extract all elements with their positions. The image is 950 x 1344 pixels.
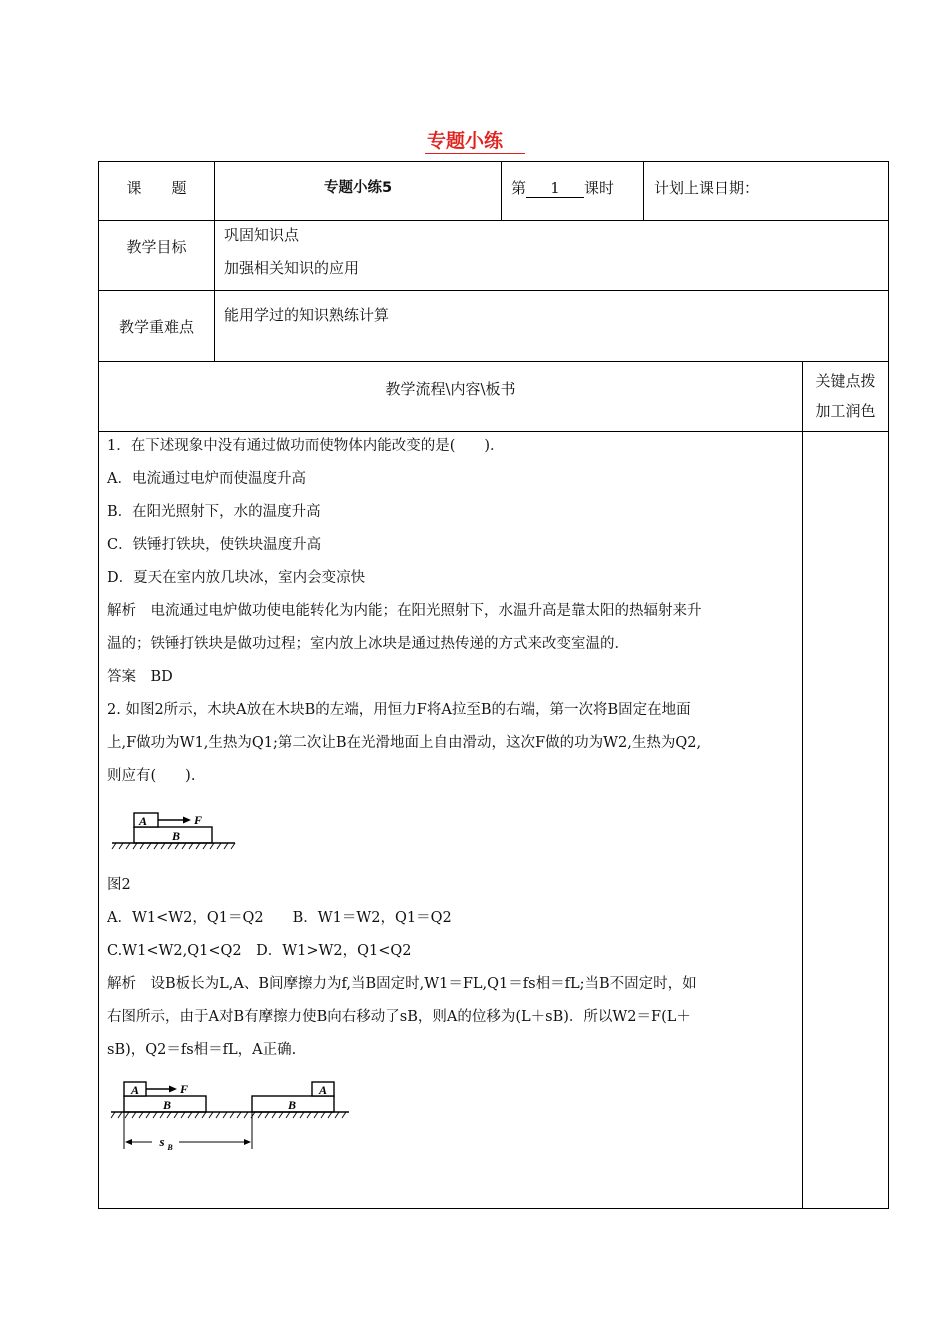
q1-analysis-line-1: 解析 电流通过电炉做功使电能转化为内能；在阳光照射下，水温升高是靠太阳的热辐射来升 <box>107 603 702 619</box>
q2-analysis-line-2: 右图所示，由于A对B有摩擦力使B向右移动了sB，则A的位移为(L＋sB)．所以W2＝F(L＋ <box>107 1009 691 1025</box>
goals-label: 教学目标 <box>126 238 187 256</box>
topic-value: 专题小练5 <box>323 180 393 196</box>
fig1-label-a: A <box>138 814 148 828</box>
figure-2-diagram <box>107 793 797 867</box>
analysis-diagram <box>107 1067 797 1159</box>
q2-stem-line-1: 2. 如图2所示，木块A放在木块B的左端，用恒力F将A拉至B的右端，第一次将B固定在地面 <box>107 702 691 718</box>
q1-analysis-line-2: 温的；铁锤打铁块是做功过程；室内放上冰块是通过热传递的方式来改变室温的． <box>107 636 629 652</box>
fig2-displacement-s: s <box>159 1134 165 1149</box>
q2-options-cd: C.W1<W2,Q1<Q2 D．W1>W2，Q1<Q2 <box>107 943 412 959</box>
q2-stem-line-2: 上,F做功为W1,生热为Q1;第二次让B在光滑地面上自由滑动，这次F做的功为W2,生热为Q2, <box>107 735 702 751</box>
q1-option-a: A．电流通过电炉而使温度升高 <box>107 471 306 487</box>
fig2-label-b1: B <box>162 1098 172 1112</box>
goal-line-1: 巩固知识点 <box>224 226 300 244</box>
fig2-label-b2: B <box>287 1098 297 1112</box>
fig2-label-f: F <box>179 1082 189 1096</box>
figure-2-caption: 图2 <box>107 877 131 893</box>
q2-analysis-line-3: sB)，Q2＝fs相＝fL，A正确. <box>107 1042 297 1058</box>
q2-stem-line-3: 则应有( ). <box>107 768 196 784</box>
plan-date-label: 计划上课日期： <box>654 179 760 197</box>
fig2-displacement-sub: B <box>167 1143 173 1152</box>
q2-analysis-line-1: 解析 设B板长为L,A、B间摩擦力为f,当B固定时,W1＝FL,Q1＝fs相＝fL;当B不固定时，如 <box>107 976 697 992</box>
difficulty-label: 教学重难点 <box>118 318 194 336</box>
lesson-count: 第 1 课时 <box>511 179 615 197</box>
difficulty-text: 能用学过的知识熟练计算 <box>224 306 390 324</box>
fig1-label-f: F <box>193 813 203 827</box>
fig2-label-a2: A <box>318 1083 328 1097</box>
goal-line-2: 加强相关知识的应用 <box>224 259 360 277</box>
fig2-label-a1: A <box>130 1083 140 1097</box>
process-label: 教学流程\内容\板书 <box>385 380 516 398</box>
fig1-label-b: B <box>171 829 181 843</box>
q2-options-ab: A．W1<W2，Q1＝Q2 B．W1＝W2，Q1＝Q2 <box>107 910 452 926</box>
q1-option-b: B．在阳光照射下，水的温度升高 <box>107 504 321 520</box>
document-title: 专题小练 <box>0 126 950 153</box>
topic-label: 课 题 <box>126 179 187 197</box>
q1-answer: 答案 BD <box>107 669 173 685</box>
side-column-label: 关键点拨 加工润色 <box>815 372 876 420</box>
q1-option-c: C．铁锤打铁块，使铁块温度升高 <box>107 537 322 553</box>
lesson-content <box>107 430 797 1159</box>
q1-stem: 1．在下述现象中没有通过做功而使物体内能改变的是( )． <box>107 438 505 454</box>
q1-option-d: D．夏天在室内放几块冰，室内会变凉快 <box>107 570 366 586</box>
